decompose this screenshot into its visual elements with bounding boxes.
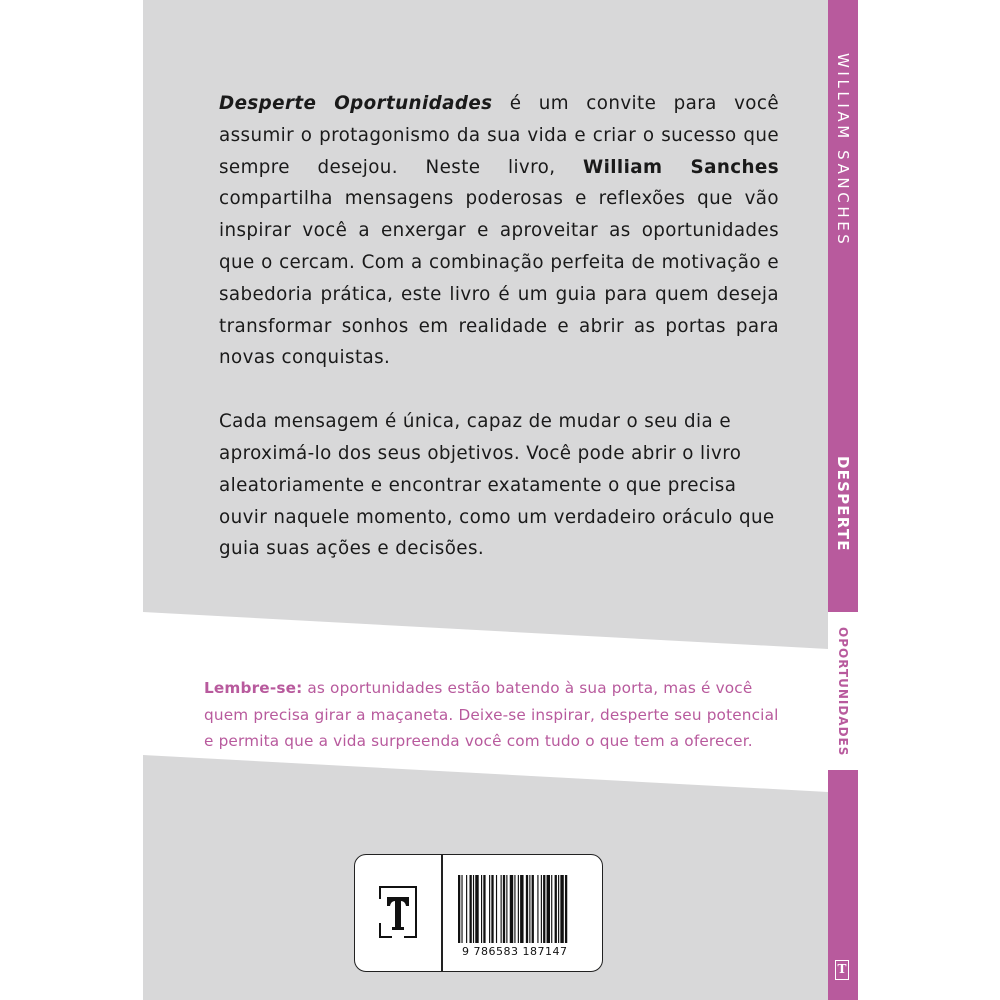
barcode-icon [458,875,594,943]
barcode-bar [565,875,567,943]
spine-author [828,38,858,263]
book-spine [828,0,858,1000]
barcode-bar [510,875,513,943]
spine-title-2 [828,624,858,760]
spine-author-label: WILLIAM SANCHES [834,53,852,248]
barcode-bar [520,875,523,943]
reminder-lead: Lembre-se: [204,679,303,697]
barcode-bar [501,875,502,943]
barcode-bar [555,875,557,943]
barcode-bar [541,875,542,943]
blurb-paragraph-2: Cada mensagem é única, capaz de mudar o seu dia e aproximá-lo dos seus objetivos. Você pode abrir o livro aleatoriamente e encontrar exatamente o que precisa ouvir naquele momento, como um verdadeiro oráculo que guia suas ações e decisões. [219,411,775,560]
barcode-bar [491,875,493,943]
barcode-bar [481,875,482,943]
barcode-bar [483,875,485,943]
book-title: Desperte Oportunidades [219,93,493,114]
publisher-logo-icon [378,883,418,941]
barcode-bar [537,875,538,943]
blurb-text-1a: é um convite para você assumir o protagonismo da sua vida e criar o sucesso que sempre desejou. Neste livro, [219,93,779,178]
barcode-bar [470,875,472,943]
blurb-text-1b: compartilha mensagens poderosas e reflexões que vão inspirar você a enxergar e aproveitar as oportunidades que o cercam. Com a combinação perfeita de motivação e sabedoria prática, este livro é um guia para quem deseja transformar sonhos em realidade e abrir as portas para novas conquistas. [219,188,779,369]
barcode-bar [518,875,519,943]
barcode-bar [514,875,515,943]
spine-title-1-label: DESPERTE [834,456,852,552]
barcode-bar [503,875,505,943]
spine-title-2-label: OPORTUNIDADES [836,627,850,757]
barcode-bar [543,875,545,943]
barcode-bar [551,875,552,943]
barcode-bar [526,875,528,943]
barcode-bar [547,875,550,943]
reminder-text [204,675,784,755]
barcode-bar [473,875,474,943]
spine-title-1 [828,448,858,560]
barcode-bar [458,875,460,943]
spine-publisher-logo-icon [835,960,849,980]
blurb-text [219,88,779,565]
barcode-bar [461,875,462,943]
barcode-bar [496,875,497,943]
barcode-bar [560,875,563,943]
barcode-box [354,854,603,972]
isbn-number: 9 786583 187147 [462,945,568,958]
barcode-bar [506,875,507,943]
author-name: William Sanches [583,156,779,178]
barcode-bar [489,875,490,943]
blurb-paragraph-1 [219,88,779,374]
barcode-bar [475,875,478,943]
barcode-divider [441,855,443,971]
reminder-body: as oportunidades estão batendo à sua porta, mas é você quem precisa girar a maçaneta. Deixe-se inspirar, desperte seu potencial e permita que a vida surpreenda você com tudo o que tem a oferecer. [204,679,779,750]
barcode-bar [466,875,467,943]
barcode-bar [558,875,559,943]
barcode-bar [532,875,534,943]
barcode-bar [529,875,530,943]
